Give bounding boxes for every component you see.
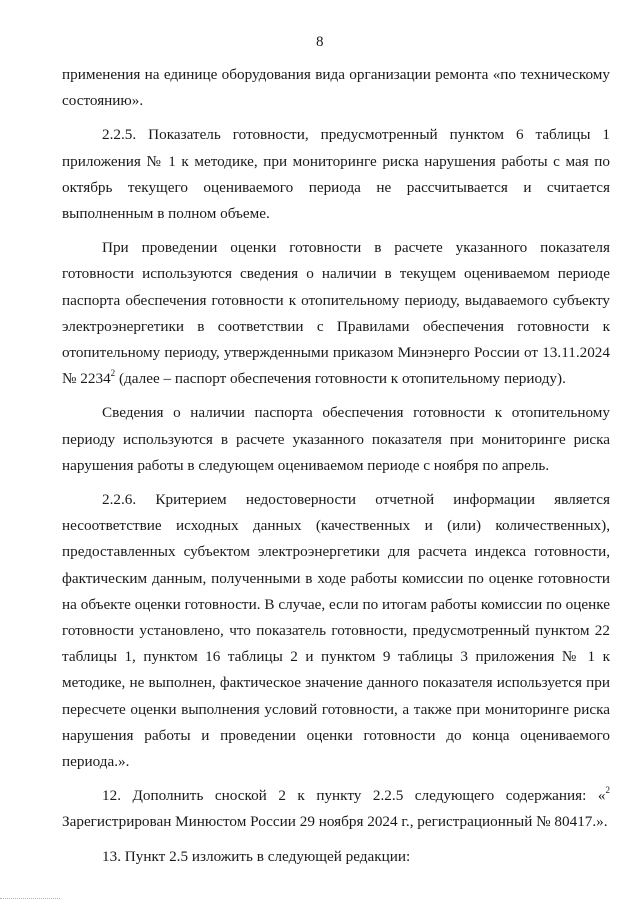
page-number: 8	[316, 34, 324, 50]
footnote-marker: 2	[110, 368, 116, 379]
paragraph-text: Зарегистрирован Минюстом России 29 ноября 2024 г., регистрационный № 80417.».	[62, 813, 608, 831]
document-body	[62, 62, 610, 870]
paragraph-text: (далее – паспорт обеспечения готовности к отопительному периоду).	[115, 370, 566, 388]
scan-edge-mark	[0, 898, 60, 905]
paragraph-2-2-5: 2.2.5. Показатель готовности, предусмотренный пунктом 6 таблицы 1 приложения № 1 к методике, при мониторинге риска нарушения работы с мая по октябрь текущего оцениваемого периода не рассчитывается и считается выполненным в полном объеме.	[62, 126, 610, 223]
paragraph-2-2-6: 2.2.6. Критерием недостоверности отчетной информации является несоответствие исходных данных (качественных и (или) количественных), предоставленных субъектом электроэнергетики для расчета индекса готовности, фактическим данным, полученными в ходе работы комиссии по оценке готовности на объекте оценки готовности. В случае, если по итогам работы комиссии по оценке готовности установлено, что показатель готовности, предусмотренный пунктом 22 таблицы 1, пунктом 16 таблицы 2 и пунктом 9 таблицы 3 приложения № 1 к методике, не выполнен, фактическое значение данного показателя используется при пересчете оценки выполнения условий готовности, а также при мониторинге риска нарушения работы и проведении оценки готовности до конца оцениваемого периода.».	[62, 491, 610, 771]
paragraph-passport-usage	[62, 235, 610, 392]
footnote-marker: 2	[605, 785, 610, 796]
paragraph-text: 12. Дополнить сноской 2 к пункту 2.2.5 следующего содержания: «	[102, 787, 606, 805]
paragraph-text: При проведении оценки готовности в расчете указанного показателя готовности используются сведения о наличии в текущем оцениваемом периоде паспорта обеспечения готовности к отопительному периоду, выдаваемого субъекту электроэнергетики в соответствии с Правилами обеспечения готовности к отопительному периоду, утвержденными приказом Минэнерго России от 13.11.2024 № 2234	[62, 239, 610, 388]
paragraph-item-13: 13. Пункт 2.5 изложить в следующей редакции:	[102, 847, 411, 865]
paragraph-passport-info: Сведения о наличии паспорта обеспечения готовности к отопительному периоду используются в расчете указанного показателя при мониторинге риска нарушения работы в следующем оцениваемом периоде с ноября по апрель.	[62, 404, 610, 474]
paragraph-continuation: применения на единице оборудования вида организации ремонта «по техническому состоянию».	[62, 66, 610, 110]
paragraph-item-12	[62, 783, 610, 835]
